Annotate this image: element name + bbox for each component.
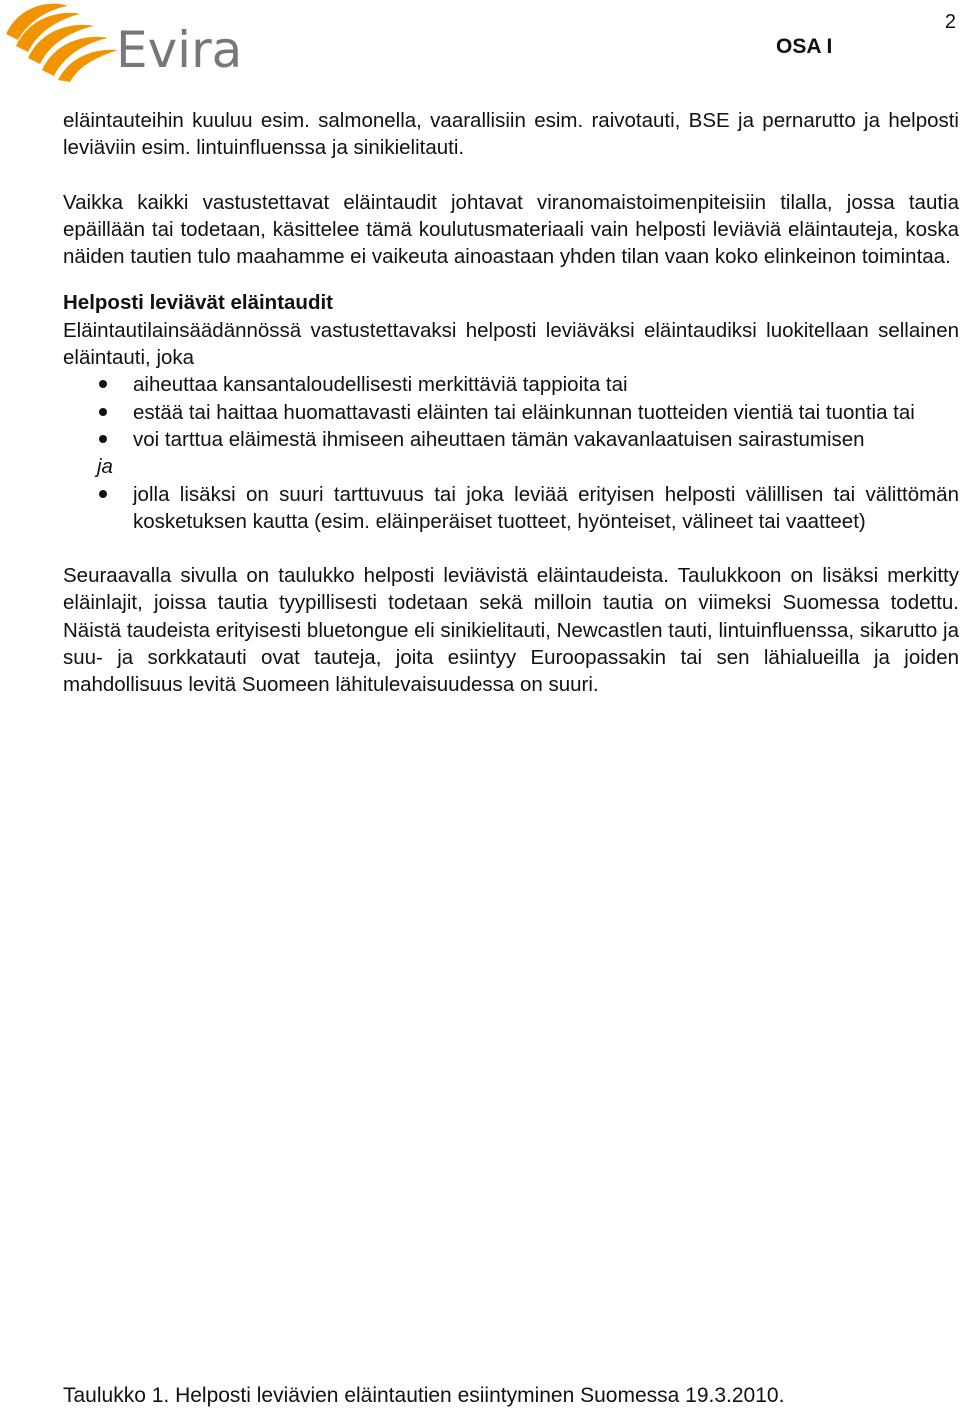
list-item: voi tarttua eläimestä ihmiseen aiheuttaen tämän vakavanlaatuisen sairastumisen bbox=[63, 426, 959, 453]
document-body bbox=[63, 107, 959, 699]
spacer bbox=[63, 535, 959, 562]
section-intro: Eläintautilainsäädännössä vastustettavaksi helposti leviäväksi eläintaudiksi luokitellaan sellainen eläintauti, joka bbox=[63, 318, 959, 370]
evira-logo bbox=[0, 0, 262, 82]
list-item: aiheuttaa kansantaloudellisesti merkittäviä tappioita tai bbox=[63, 371, 959, 398]
paragraph-scope: Vaikka kaikki vastustettavat eläintaudit johtavat viranomaistoimenpiteisiin tilalla, jossa tautia epäillään tai todetaan, käsittelee tämä koulutusmateriaali vain helposti leviäviä eläintauteja, koska näiden tautien tulo maahamme ei vaikeuta ainoastaan yhden tilan vaan koko elinkeinon toimintaa. bbox=[63, 190, 959, 269]
list-item: jolla lisäksi on suuri tarttuvuus tai joka leviää erityisen helposti välillisen tai välittömän kosketuksen kautta (esim. eläinperäiset tuotteet, hyönteiset, välineet tai vaatteet) bbox=[63, 481, 959, 536]
criteria-list-additional bbox=[63, 481, 959, 536]
criteria-list bbox=[63, 371, 959, 453]
section-label: OSA I bbox=[776, 35, 833, 58]
page-number: 2 bbox=[944, 11, 956, 33]
list-connector: ja bbox=[97, 455, 113, 479]
evira-logo-icon bbox=[0, 0, 120, 82]
section-heading: Helposti leviävät eläintaudit bbox=[63, 291, 333, 315]
table-caption: Taulukko 1. Helposti leviävien eläintautien esiintyminen Suomessa 19.3.2010. bbox=[63, 1384, 785, 1407]
evira-wordmark: Evira bbox=[116, 21, 243, 79]
paragraph-intro: eläintauteihin kuuluu esim. salmonella, vaarallisiin esim. raivotauti, BSE ja pernarutto ja helposti leviäviin esim. lintuinfluenssa ja sinikielitauti. bbox=[63, 109, 959, 160]
paragraph-closing: Seuraavalla sivulla on taulukko helposti leviävistä eläintaudeista. Taulukkoon on lisäksi merkitty eläinlajit, joissa tautia tyypillisesti todetaan sekä milloin tautia on viimeksi Suomessa todettu. Näistä taudeista erityisesti bluetongue eli sinikielitauti, Newcastlen tauti, lintuinfluenssa, sikarutto ja suu- ja sorkkatauti ovat tauteja, joita esiintyy Euroopassakin tai sen lähialueilla ja joiden mahdollisuus levitä Suomeen lähitulevaisuudessa on suuri. bbox=[63, 564, 959, 697]
list-item: estää tai haittaa huomattavasti eläinten tai eläinkunnan tuotteiden vientiä tai tuontia tai bbox=[63, 399, 959, 426]
